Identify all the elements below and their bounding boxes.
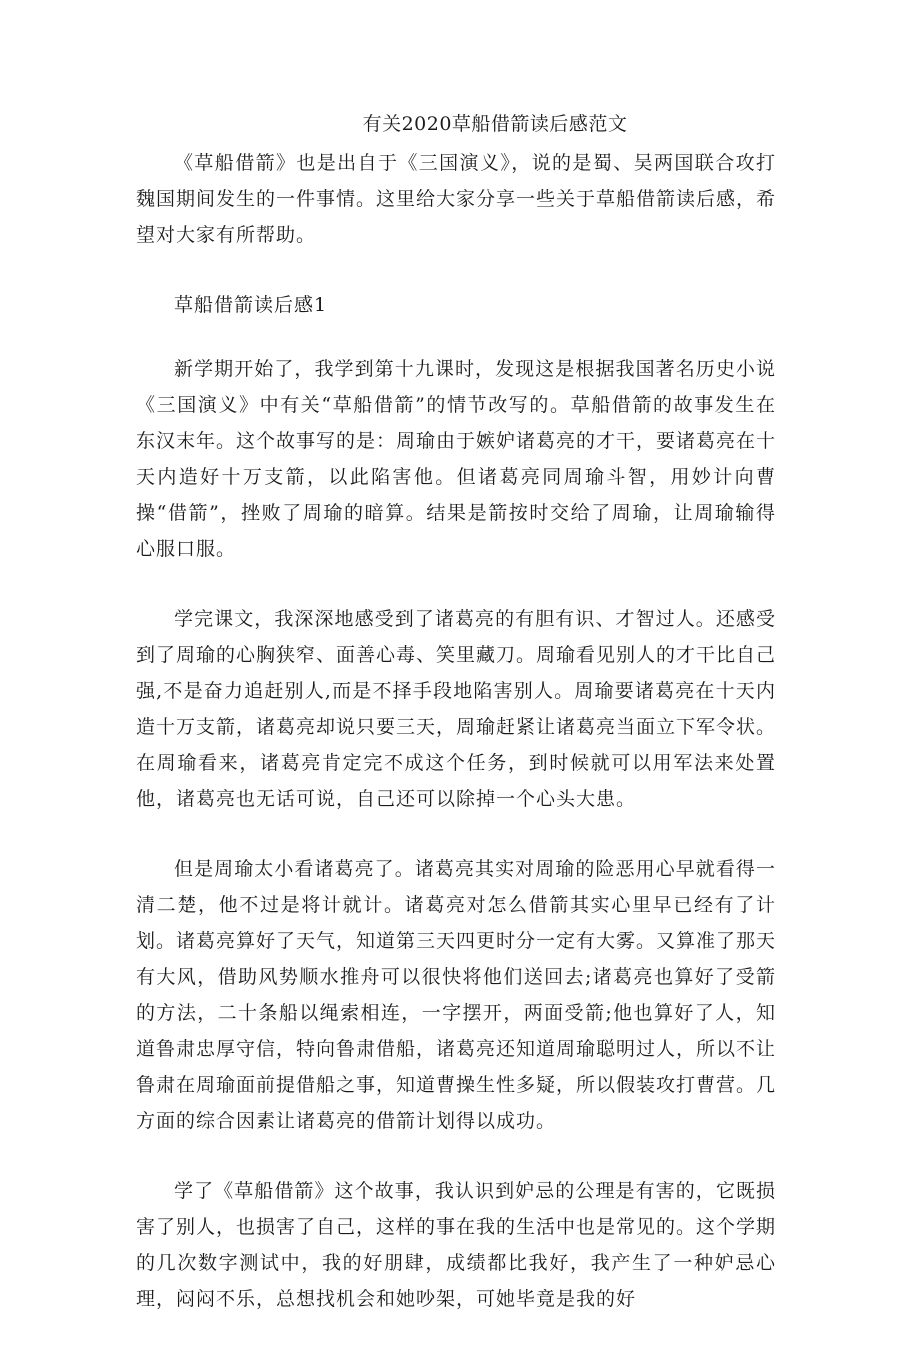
intro-paragraph: 《草船借箭》也是出自于《三国演义》，说的是蜀、吴两国联合攻打魏国期间发生的一件事情。这里给大家分享一些关于草船借箭读后感，希望对大家有所帮助。 (136, 152, 777, 246)
body-paragraph-1: 新学期开始了，我学到第十九课时，发现这是根据我国著名历史小说《三国演义》中有关“草船借箭”的情节改写的。草船借箭的故事发生在东汉末年。这个故事写的是：周瑜由于嫉妒诸葛亮的才干，要诸葛亮在十天内造好十万支箭，以此陷害他。但诸葛亮同周瑜斗智，用妙计向曹操“借箭”，挫败了周瑜的暗算。结果是箭按时交给了周瑜，让周瑜输得心服口服。 (136, 358, 777, 560)
document-title: 有关2020草船借箭读后感范文 (362, 113, 628, 135)
body-paragraph-4: 学了《草船借箭》这个故事，我认识到妒忌的公理是有害的，它既损害了别人，也损害了自己，这样的事在我的生活中也是常见的。这个学期的几次数字测试中，我的好朋肆，成绩都比我好，我产生了一种妒忌心理，闷闷不乐，总想找机会和她吵架，可她毕竟是我的好 (136, 1180, 777, 1310)
section-heading: 草船借箭读后感1 (174, 294, 328, 316)
body-paragraph-3: 但是周瑜太小看诸葛亮了。诸葛亮其实对周瑜的险恶用心早就看得一清二楚，他不过是将计就计。诸葛亮对怎么借箭其实心里早已经有了计划。诸葛亮算好了天气，知道第三天四更时分一定有大雾。又算准了那天有大风，借助风势顺水推舟可以很快将他们送回去;诸葛亮也算好了受箭的方法，二十条船以绳索相连，一字摆开，两面受箭;他也算好了人，知道鲁肃忠厚守信，特向鲁肃借船，诸葛亮还知道周瑜聪明过人，所以不让鲁肃在周瑜面前提借船之事，知道曹操生性多疑，所以假装攻打曹营。几方面的综合因素让诸葛亮的借箭计划得以成功。 (136, 858, 777, 1132)
document-body (136, 145, 776, 1351)
body-paragraph-2: 学完课文，我深深地感受到了诸葛亮的有胆有识、才智过人。还感受到了周瑜的心胸狭窄、面善心毒、笑里藏刀。周瑜看见别人的才干比自己强,不是奋力追赶别人,而是不择手段地陷害别人。周瑜要诸葛亮在十天内造十万支箭，诸葛亮却说只要三天，周瑜赶紧让诸葛亮当面立下军令状。在周瑜看来，诸葛亮肯定完不成这个任务，到时候就可以用军法来处置他，诸葛亮也无话可说，自己还可以除掉一个心头大患。 (136, 608, 777, 810)
